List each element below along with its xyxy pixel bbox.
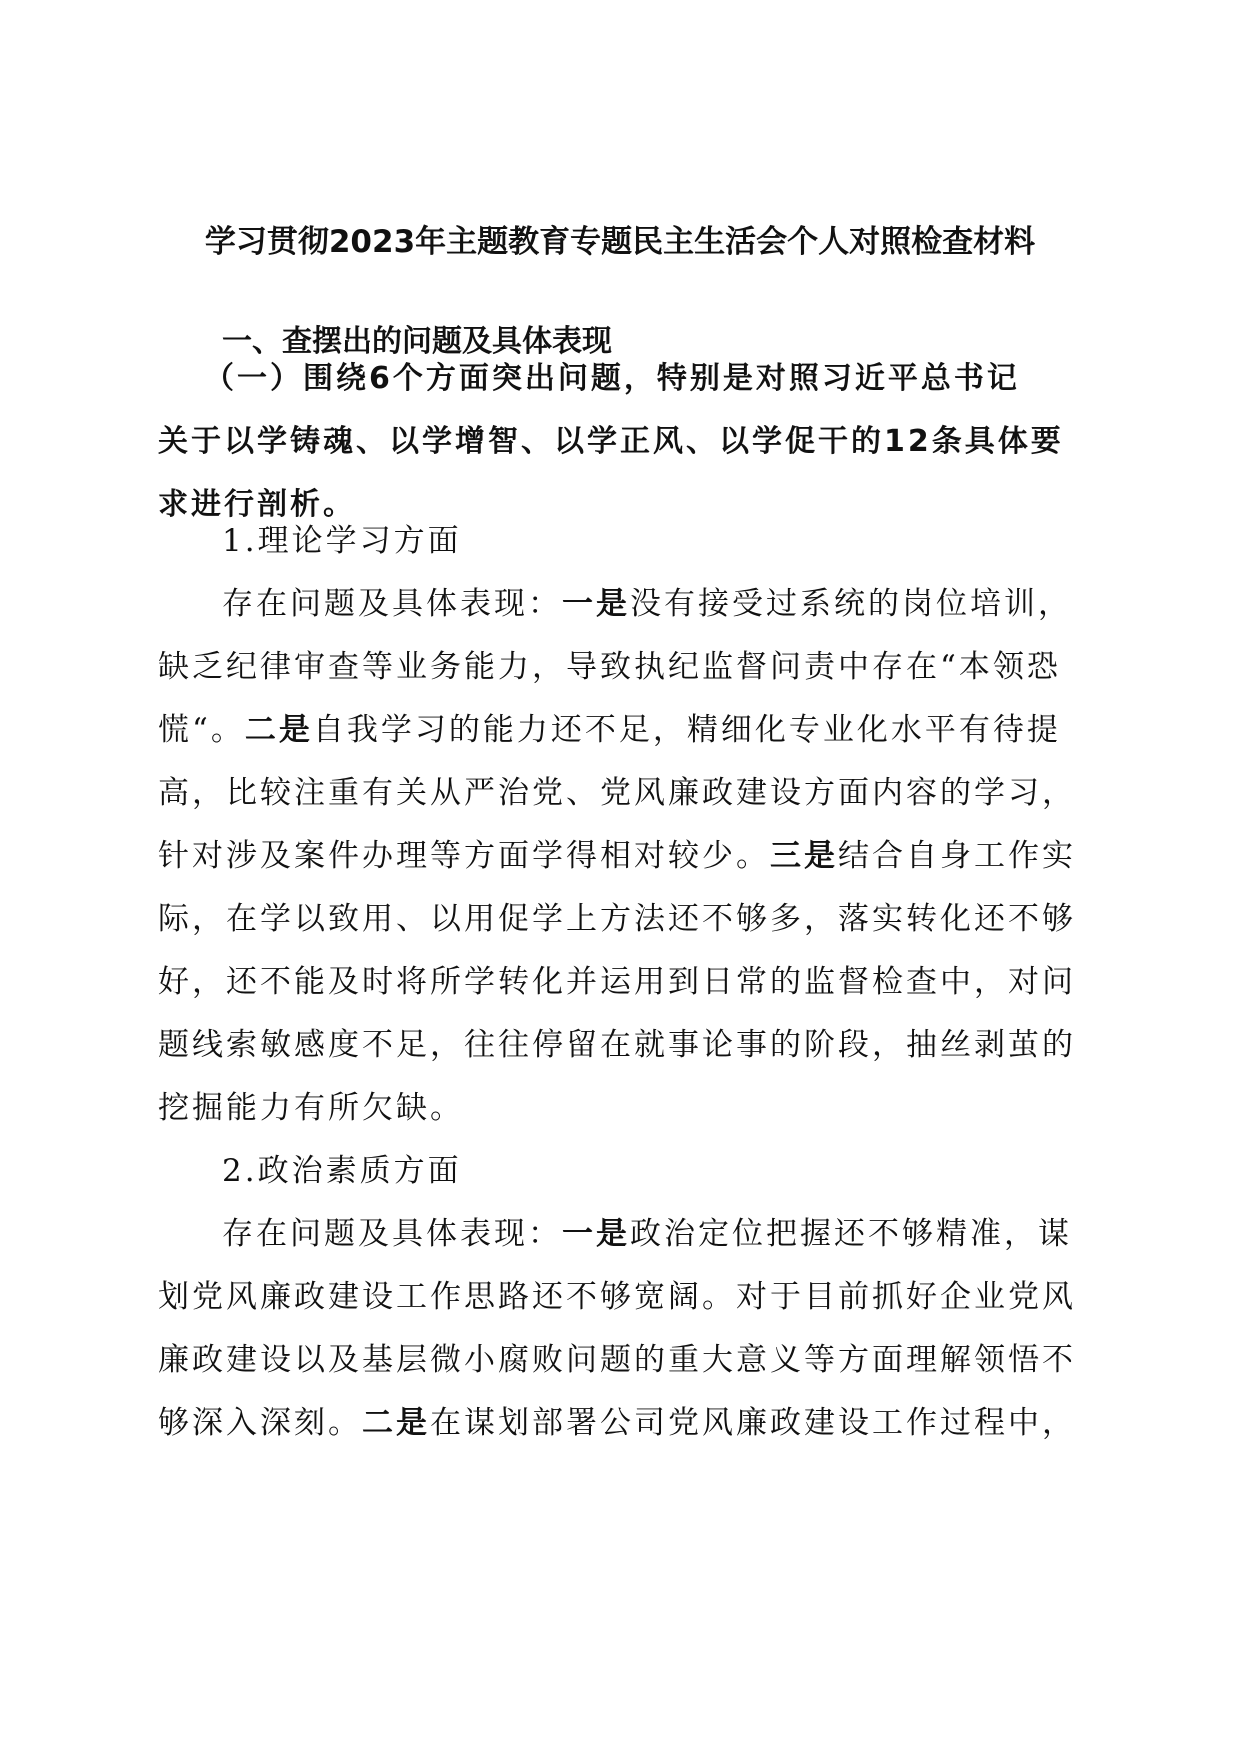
item-heading: 1.理论学习方面: [222, 523, 462, 559]
subsection-line: 关于以学铸魂、以学增智、以学正风、以学促干的12条具体要: [158, 424, 1064, 459]
paragraph-line: 挖掘能力有所欠缺。: [158, 1090, 464, 1126]
document-title: 学习贯彻2023年主题教育专题民主生活会个人对照检查材料: [204, 224, 1036, 260]
paragraph-line: 缺乏纪律审查等业务能力，导致执纪监督问责中存在“本领恐: [158, 649, 1061, 685]
paragraph-line: 题线索敏感度不足，往往停留在就事论事的阶段，抽丝剥茧的: [158, 1027, 1076, 1063]
paragraph-line: 廉政建设以及基层微小腐败问题的重大意义等方面理解领悟不: [158, 1342, 1076, 1378]
item-2: [158, 1140, 1078, 1455]
paragraph-line: 际，在学以致用、以用促学上方法还不够多，落实转化还不够: [158, 901, 1076, 937]
paragraph-line: 存在问题及具体表现：一是政治定位把握还不够精准，谋: [222, 1216, 1072, 1252]
item-heading: 2.政治素质方面: [222, 1153, 462, 1189]
paragraph-line: 好，还不能及时将所学转化并运用到日常的监督检查中，对问: [158, 964, 1076, 1000]
paragraph-line: 针对涉及案件办理等方面学得相对较少。三是结合自身工作实: [158, 838, 1076, 874]
paragraph-line: 够深入深刻。二是在谋划部署公司党风廉政建设工作过程中，: [158, 1405, 1076, 1441]
section-heading: 一、查摆出的问题及具体表现: [222, 324, 612, 359]
subsection-heading: [158, 347, 1078, 536]
paragraph-line: 存在问题及具体表现：一是没有接受过系统的岗位培训，: [222, 586, 1072, 622]
paragraph-line: 慌“。二是自我学习的能力还不足，精细化专业化水平有待提: [158, 712, 1061, 748]
paragraph-line: 高，比较注重有关从严治党、党风廉政建设方面内容的学习，: [158, 775, 1076, 811]
subsection-line: 求进行剖析。: [158, 487, 356, 522]
paragraph-line: 划党风廉政建设工作思路还不够宽阔。对于目前抓好企业党风: [158, 1279, 1076, 1315]
subsection-line: （一）围绕6个方面突出问题，特别是对照习近平总书记: [204, 361, 1020, 396]
item-1: [158, 510, 1078, 1140]
